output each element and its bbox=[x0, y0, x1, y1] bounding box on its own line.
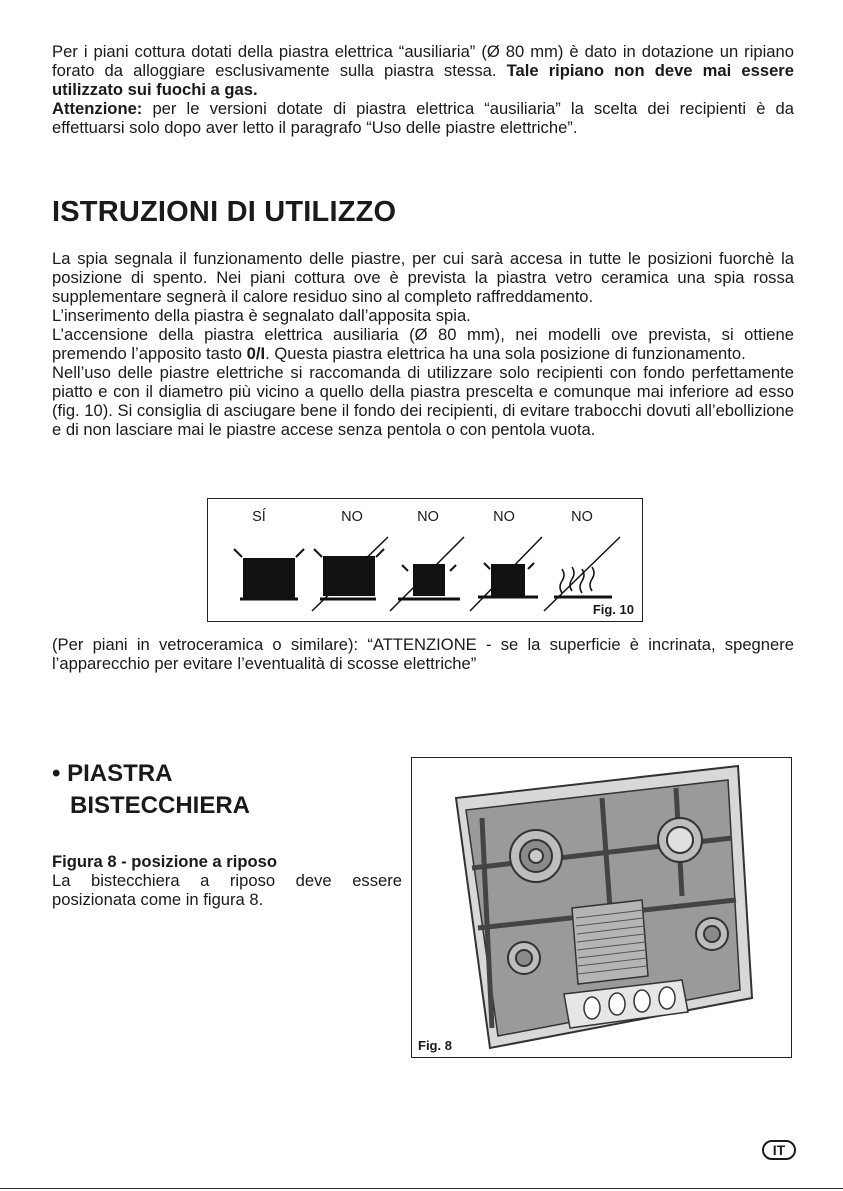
pan-diagrams bbox=[208, 499, 644, 623]
figure-10 bbox=[207, 498, 643, 622]
cooktop-illustration bbox=[412, 758, 792, 1058]
intro-p1-bold: Tale ripiano non deve mai essere utilizzato sui fuochi a gas. bbox=[52, 61, 794, 99]
empty-hob-heat-icon bbox=[544, 537, 620, 611]
usage-p3-bold: 0/I bbox=[246, 344, 266, 363]
usage-paragraph-3 bbox=[52, 325, 794, 363]
subsection-title-line-1: • PIASTRA bbox=[52, 760, 173, 787]
pan-uneven-icon bbox=[470, 537, 542, 611]
pan-too-small-icon bbox=[390, 537, 464, 611]
burner-large-right bbox=[658, 818, 702, 862]
intro-p2-text: per le versioni dotate di piastra elettrica “ausiliaria” la scelta dei recipienti è da effettuarsi solo dopo aver letto il paragrafo “Uso delle piastre elettriche”. bbox=[52, 99, 794, 137]
subsection-title bbox=[52, 758, 250, 822]
usage-paragraph-4: Nell’uso delle piastre elettriche si raccomanda di utilizzare solo recipienti con fondo perfettamente piatto e con il diametro più vicino a quello della piastra prescelta e comunque mai inferiore ad esso (fig. 10). Si consiglia di asciugare bene il fondo dei recipienti, di evitare trabocchi dovuti all’ebollizione e di non lasciare mai le piastre accese senza pentola o con pentola vuota. bbox=[52, 363, 794, 439]
intro-paragraph-1 bbox=[52, 42, 794, 99]
figure-8-description bbox=[52, 852, 402, 909]
section-title: ISTRUZIONI DI UTILIZZO bbox=[52, 196, 397, 228]
fig10-label-3: NO bbox=[417, 509, 439, 525]
fig10-caption: Fig. 10 bbox=[592, 602, 634, 617]
burner-small-right bbox=[696, 918, 728, 950]
fig10-label-1: SÍ bbox=[252, 509, 266, 525]
warning-paragraph: (Per piani in vetroceramica o similare): “ATTENZIONE - se la superficie è incrinata, spegnere l’apparecchio per evitare l’eventualità di scosse elettriche” bbox=[52, 635, 794, 673]
pan-convex-bottom-icon bbox=[312, 537, 388, 611]
burner-small-left bbox=[508, 942, 540, 974]
figure-8-heading: Figura 8 - posizione a riposo bbox=[52, 852, 277, 871]
language-badge: IT bbox=[762, 1140, 796, 1160]
bottom-rule bbox=[0, 1188, 843, 1189]
pan-correct-icon bbox=[234, 549, 304, 599]
subsection-title-line-2: BISTECCHIERA bbox=[70, 792, 251, 819]
fig10-label-2: NO bbox=[341, 509, 363, 525]
usage-paragraph-2: L’inserimento della piastra è segnalato dall’apposita spia. bbox=[52, 306, 471, 325]
figure-8 bbox=[411, 757, 792, 1058]
usage-p3-text2: . Questa piastra elettrica ha una sola posizione di funzionamento. bbox=[265, 344, 746, 363]
usage-p3-text: L’accensione della piastra elettrica ausiliaria (Ø 80 mm), nei modelli ove prevista, si ottiene premendo l’apposito tasto bbox=[52, 325, 794, 363]
figure-8-body-line-2: posizionata come in figura 8. bbox=[52, 890, 264, 909]
burner-large-left bbox=[510, 830, 562, 882]
usage-paragraph-1: La spia segnala il funzionamento delle piastre, per cui sarà accesa in tutte le posizioni fuorchè la posizione di spento. Nei piani cottura ove è prevista la piastra vetro ceramica una spia rossa supplementare segnerà il calore residuo sino al completo raffreddamento. bbox=[52, 249, 794, 306]
warning-text bbox=[52, 635, 794, 673]
intro-p1-text: Per i piani cottura dotati della piastra elettrica “ausiliaria” (Ø 80 mm) è dato in dotazione un ripiano forato da alloggiare esclusivamente sulla piastra stessa. bbox=[52, 42, 794, 80]
fig8-caption: Fig. 8 bbox=[418, 1038, 452, 1053]
fig10-label-5: NO bbox=[571, 509, 593, 525]
figure-8-body-line-1: La bistecchiera a riposo deve essere bbox=[52, 871, 402, 890]
usage-text bbox=[52, 249, 794, 439]
intro-p2-bold: Attenzione: bbox=[52, 99, 143, 118]
intro-text bbox=[52, 42, 794, 137]
griddle-plate bbox=[572, 900, 648, 984]
intro-paragraph-2 bbox=[52, 99, 794, 137]
fig10-label-4: NO bbox=[493, 509, 515, 525]
